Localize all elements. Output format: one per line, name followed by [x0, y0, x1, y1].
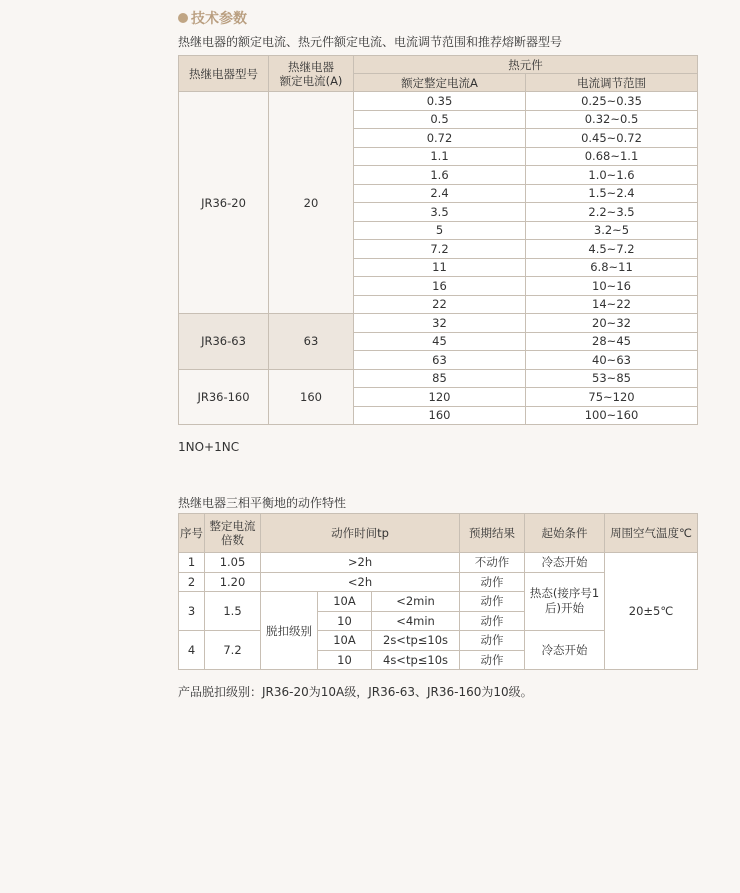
- model-cell: JR36-160: [179, 369, 269, 425]
- header-ambient: 周围空气温度℃: [605, 514, 698, 553]
- setting-current-cell: 22: [354, 295, 526, 314]
- model-cell: JR36-20: [179, 92, 269, 314]
- header-expected: 预期结果: [460, 514, 525, 553]
- setting-current-cell: 160: [354, 406, 526, 425]
- row1-multiple: 1.05: [205, 553, 261, 573]
- setting-current-cell: 3.5: [354, 203, 526, 222]
- row2-multiple: 1.20: [205, 572, 261, 592]
- rating-table: [178, 55, 698, 425]
- trip-expected-1: 动作: [460, 592, 525, 612]
- adjust-range-cell: 75~120: [526, 388, 698, 407]
- adjust-range-cell: 3.2~5: [526, 221, 698, 240]
- contacts-note: 1NO+1NC: [178, 440, 240, 454]
- row3-no: 3: [179, 592, 205, 631]
- row4-multiple: 7.2: [205, 631, 261, 670]
- rated-current-cell: 20: [269, 92, 354, 314]
- row3-multiple: 1.5: [205, 592, 261, 631]
- trip-time-1: <2min: [372, 592, 460, 612]
- header-no: 序号: [179, 514, 205, 553]
- trip-time-3: 2s<tp≤10s: [372, 631, 460, 651]
- adjust-range-cell: 100~160: [526, 406, 698, 425]
- adjust-range-cell: 53~85: [526, 369, 698, 388]
- adjust-range-cell: 1.0~1.6: [526, 166, 698, 185]
- setting-current-cell: 63: [354, 351, 526, 370]
- section-heading: [178, 8, 247, 28]
- setting-current-cell: 16: [354, 277, 526, 296]
- header-model: 热继电器型号: [179, 56, 269, 92]
- table2-caption: 热继电器三相平衡地的动作特性: [178, 496, 347, 510]
- setting-current-cell: 85: [354, 369, 526, 388]
- section-title: 技术参数: [191, 11, 247, 27]
- table1-caption: 热继电器的额定电流、热元件额定电流、电流调节范围和推荐熔断器型号: [178, 35, 563, 49]
- setting-current-cell: 5: [354, 221, 526, 240]
- row2-time: <2h: [261, 572, 460, 592]
- setting-current-cell: 120: [354, 388, 526, 407]
- setting-current-cell: 7.2: [354, 240, 526, 259]
- header-rated-current: 热继电器 额定电流(A): [269, 56, 354, 92]
- header-multiple: 整定电流倍数: [205, 514, 261, 553]
- adjust-range-cell: 20~32: [526, 314, 698, 333]
- ambient-value: 20±5℃: [605, 553, 698, 670]
- adjust-range-cell: 0.45~0.72: [526, 129, 698, 148]
- adjust-range-cell: 14~22: [526, 295, 698, 314]
- adjust-range-cell: 0.68~1.1: [526, 147, 698, 166]
- trip-class-1: 10A: [318, 592, 372, 612]
- adjust-range-cell: 6.8~11: [526, 258, 698, 277]
- row1-time: >2h: [261, 553, 460, 573]
- adjust-range-cell: 28~45: [526, 332, 698, 351]
- rated-current-cell: 160: [269, 369, 354, 425]
- row1-no: 1: [179, 553, 205, 573]
- cold-start-condition: 冷态开始: [525, 631, 605, 670]
- setting-current-cell: 0.5: [354, 110, 526, 129]
- hot-start-condition: 热态(接序号1后)开始: [525, 572, 605, 631]
- action-characteristics-table: [178, 513, 698, 670]
- row4-no: 4: [179, 631, 205, 670]
- adjust-range-cell: 2.2~3.5: [526, 203, 698, 222]
- trip-time-2: <4min: [372, 611, 460, 631]
- adjust-range-cell: 1.5~2.4: [526, 184, 698, 203]
- setting-current-cell: 0.72: [354, 129, 526, 148]
- setting-current-cell: 1.1: [354, 147, 526, 166]
- trip-class-2: 10: [318, 611, 372, 631]
- rating-row: [179, 369, 698, 388]
- rating-table-body: [179, 92, 698, 425]
- adjust-range-cell: 4.5~7.2: [526, 240, 698, 259]
- trip-expected-3: 动作: [460, 631, 525, 651]
- trip-class-3: 10A: [318, 631, 372, 651]
- setting-current-cell: 1.6: [354, 166, 526, 185]
- setting-current-cell: 11: [354, 258, 526, 277]
- adjust-range-cell: 10~16: [526, 277, 698, 296]
- row2-expected: 动作: [460, 572, 525, 592]
- adjust-range-cell: 40~63: [526, 351, 698, 370]
- header-thermal-element: 热元件: [354, 56, 698, 74]
- adjust-range-cell: 0.32~0.5: [526, 110, 698, 129]
- setting-current-cell: 32: [354, 314, 526, 333]
- trip-class-label: 脱扣级别: [261, 592, 318, 670]
- setting-current-cell: 45: [354, 332, 526, 351]
- bullet-icon: [178, 13, 188, 23]
- row2-no: 2: [179, 572, 205, 592]
- header-time: 动作时间tp: [261, 514, 460, 553]
- setting-current-cell: 0.35: [354, 92, 526, 111]
- rating-row: [179, 92, 698, 111]
- trip-expected-2: 动作: [460, 611, 525, 631]
- row1-expected: 不动作: [460, 553, 525, 573]
- row1-start: 冷态开始: [525, 553, 605, 573]
- trip-class-4: 10: [318, 650, 372, 670]
- footer-note: 产品脱扣级别：JR36-20为10A级，JR36-63、JR36-160为10级。: [178, 685, 533, 699]
- trip-expected-4: 动作: [460, 650, 525, 670]
- adjust-range-cell: 0.25~0.35: [526, 92, 698, 111]
- header-adjust-range: 电流调节范围: [526, 74, 698, 92]
- header-start: 起始条件: [525, 514, 605, 553]
- rated-current-cell: 63: [269, 314, 354, 370]
- setting-current-cell: 2.4: [354, 184, 526, 203]
- rating-row: [179, 314, 698, 333]
- trip-time-4: 4s<tp≤10s: [372, 650, 460, 670]
- model-cell: JR36-63: [179, 314, 269, 370]
- header-setting-current: 额定整定电流A: [354, 74, 526, 92]
